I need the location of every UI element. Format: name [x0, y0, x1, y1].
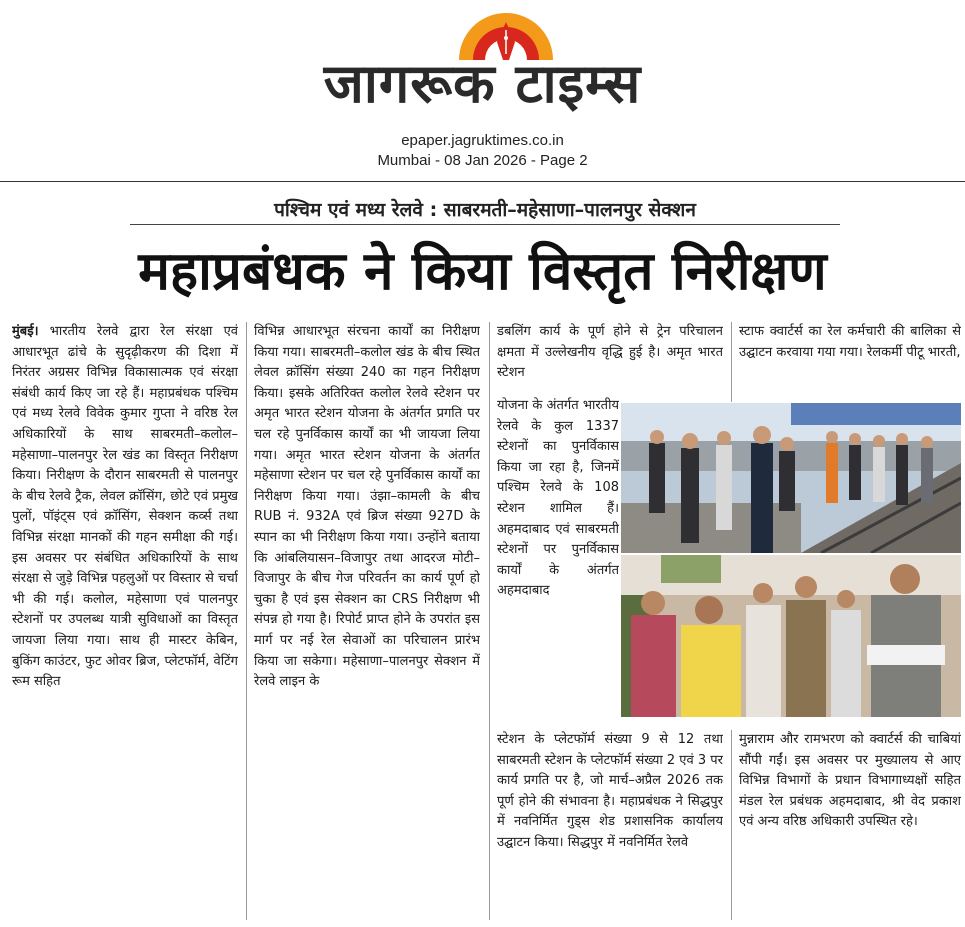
article-column-4-top: [739, 322, 961, 402]
newspaper-logo-title: जागरूक टाइम्स: [323, 52, 642, 115]
epaper-url[interactable]: epaper.jagruktimes.co.in: [401, 132, 564, 149]
column-divider: [731, 322, 732, 402]
column-divider: [246, 322, 247, 920]
staff-quarters-inauguration-photo: [621, 555, 961, 717]
article-column-2: [254, 322, 480, 920]
column-divider: [489, 322, 490, 920]
column-3-bottom-text: स्टेशन के प्लेटफॉर्म संख्या 9 से 12 तथा साबरमती स्टेशन के प्लेटफॉर्म संख्या 2 एवं 3 पर कार्य प्रगति पर है, जो मार्च–अप्रैल 2026 तक पूर्ण होने की संभावना है। महाप्रबंधक ने सिद्धपुर में नवनिर्मित गुड्स शेड प्रशासनिक कार्यालय उद्घाटन किया। सिद्धपुर में नवनिर्मित रेलवे: [497, 732, 723, 850]
article-column-4-bottom: [739, 730, 961, 920]
column-2-text: विभिन्न आधारभूत संरचना कार्यों का निरीक्षण किया गया। साबरमती–कलोल खंड के बीच स्थित लेवल क्रॉसिंग संख्या 240 का गहन निरीक्षण किया। इसके अतिरिक्त कलोल रेलवे स्टेशन पर अमृत भारत स्टेशन योजना के अंतर्गत प्रगति पर चल रहे पुनर्विकास कार्यों का भी जायजा लिया गया। अमृत भारत स्टेशन योजना के अंतर्गत महेसाणा स्टेशन पर चल रहे पुनर्विकास कार्यों का निरीक्षण किया गया। उंझा–कामली के बीच RUB नं. 932A एवं ब्रिज संख्या 927D के स्पान का भी निरीक्षण किया गया। उन्होंने बताया कि आंबलियासन–विजापुर तथा आदरज मोटी–विजापुर के बीच गेज परिवर्तन का कार्य पूर्ण हो चुका है एवं इस सेक्शन का CRS निरीक्षण भी संपन्न हो गया है। रिपोर्ट प्राप्त होने के उपरांत इस मार्ग पर नई रेल सेवाओं का परिचालन प्रारंभ किया जा सकेगा। महेसाणा–पालनपुर सेक्शन में रेलवे लाइन के: [254, 324, 480, 690]
column-3-top-text: डबलिंग कार्य के पूर्ण होने से ट्रेन परिचालन क्षमता में उल्लेखनीय वृद्धि हुई है। अमृत भारत स्टेशन: [497, 324, 723, 381]
edition-date-page: Mumbai - 08 Jan 2026 - Page 2: [377, 152, 588, 169]
article-kicker: पश्चिम एवं मध्य रेलवे : साबरमती–महेसाणा–पालनपुर सेक्शन: [130, 198, 840, 225]
column-4-bottom-text: मुन्नाराम और रामभरण को क्वार्टर्स की चाबियां सौंपी गईं। इस अवसर पर मुख्यालय से आए विभिन्न विभागों के प्रधान विभागाध्यक्षों सहित मंडल रेल प्रबंधक अहमदाबाद, श्री वेद प्रकाश एवं अन्य वरिष्ठ अधिकारी उपस्थित रहे।: [739, 732, 961, 830]
article-headline: महाप्रबंधक ने किया विस्तृत निरीक्षण: [138, 241, 827, 302]
masthead-divider: [0, 181, 965, 182]
column-4-top-text: स्टाफ क्वार्टर्स का रेल कर्मचारी की बालिका से उद्घाटन करवाया गया गया। रेलकर्मी पीटू भारती,: [739, 324, 961, 360]
article-column-1: [12, 322, 238, 920]
dateline: मुंबई।: [12, 324, 39, 339]
inspection-track-photo: [621, 403, 961, 553]
column-divider: [731, 730, 732, 920]
column-1-text: भारतीय रेलवे द्वारा रेल संरक्षा एवं आधारभूत ढांचे के सुदृढ़ीकरण की दिशा में निरंतर अग्रसर विभिन्न विकासात्मक एवं संरक्षा संबंधी कार्य किए जा रहे हैं। महाप्रबंधक पश्चिम एवं मध्य रेलवे विवेक कुमार गुप्ता ने वरिष्ठ रेल अधिकारियों के साथ साबरमती–कलोल–महेसाणा–पालनपुर रेल खंड का विस्तृत निरीक्षण किया। निरीक्षण के दौरान साबरमती से पालनपुर के बीच रेलवे ट्रैक, लेवल क्रॉसिंग, छोटे एवं प्रमुख पुलों, पॉइंट्स एवं क्रॉसिंग, सेक्शन कर्व्स तथा विभिन्न संरक्षा मानकों की गहन समीक्षा की गई। इस अवसर पर संबंधित अधिकारियों के साथ संरक्षा से जुड़े विभिन्न पहलुओं पर विस्तार से चर्चा भी की गई। कलोल, महेसाणा एवं पालनपुर स्टेशनों पर उपलब्ध यात्री सुविधाओं का विस्तृत जायजा लिया गया। साथ ही मास्टर केबिन, बुकिंग काउंटर, फुट ओवर ब्रिज, प्लेटफॉर्म, वेटिंग रूम सहित: [12, 324, 238, 690]
masthead: [0, 0, 965, 180]
column-3-wrap-text: योजना के अंतर्गत भारतीय रेलवे के कुल 1337 स्टेशनों का पुनर्विकास किया जा रहा है, जिनमें पश्चिम रेलवे के 108 स्टेशन शामिल हैं। अहमदाबाद एवं साबरमती स्टेशनों पर पुनर्विकास कार्यों के अंतर्गत अहमदाबाद: [497, 398, 619, 599]
article-column-3-wrap: [497, 396, 619, 726]
article-column-3-bottom: [497, 730, 723, 920]
